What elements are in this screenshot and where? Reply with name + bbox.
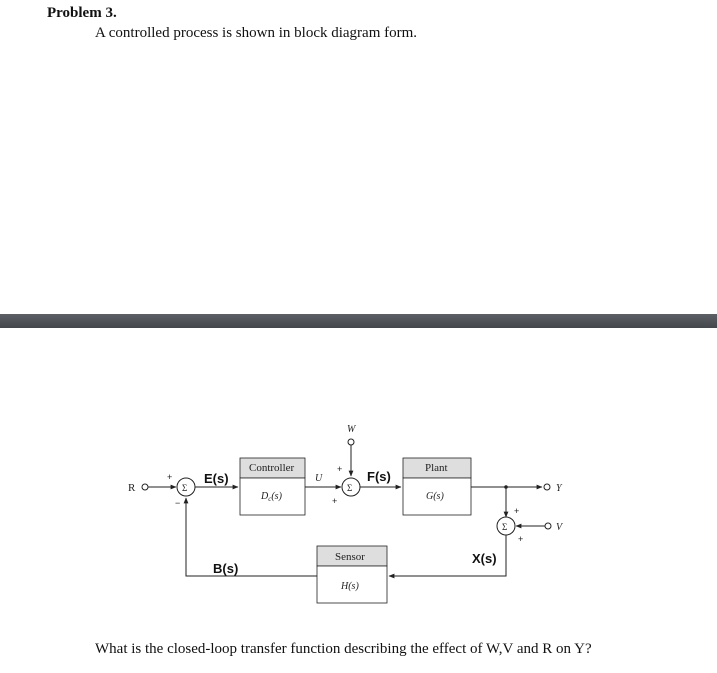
input-v-terminal [545,523,551,529]
sensor-title: Sensor [335,551,365,563]
summing-junction-1-symbol: Σ [182,483,188,493]
sensor-transfer-function: H(s) [341,581,359,592]
input-w-label: W [347,424,356,435]
sum2-plus-bottom: + [332,496,338,506]
input-r-terminal [142,484,148,490]
sum3-plus-top: + [514,506,520,516]
separator-bar [0,314,717,328]
sum3-plus-right: + [518,534,524,544]
block-diagram [0,400,717,615]
summing-junction-3-symbol: Σ [502,522,508,532]
problem-title: Problem 3. [47,5,117,21]
controller-title: Controller [249,462,295,474]
input-r-label: R [128,482,136,494]
problem-intro: A controlled process is shown in block diagram form. [95,25,418,41]
controller-tf-arg: (s) [271,491,282,502]
sum1-minus-sign: − [175,498,181,508]
sum2-plus-top: + [337,464,343,474]
plant-transfer-function: G(s) [426,491,444,502]
controller-transfer-function [260,491,283,503]
problem-question: What is the closed-loop transfer function describing the effect of W,V and R on Y? [95,641,592,657]
plant-title: Plant [425,462,448,474]
sum1-plus-sign: + [167,472,173,482]
output-y-label: Y [556,483,562,494]
controller-tf-sub: c [268,495,272,503]
input-v-label: V [556,522,563,533]
signal-e-label: E(s) [204,471,229,486]
signal-u-label: U [315,473,323,484]
output-y-terminal [544,484,550,490]
signal-b-label: B(s) [213,561,239,576]
signal-x-label: X(s) [472,551,497,566]
controller-tf-main: D [261,491,269,502]
summing-junction-2-symbol: Σ [347,483,353,493]
input-w-terminal [348,439,354,445]
signal-f-label: F(s) [367,469,391,484]
